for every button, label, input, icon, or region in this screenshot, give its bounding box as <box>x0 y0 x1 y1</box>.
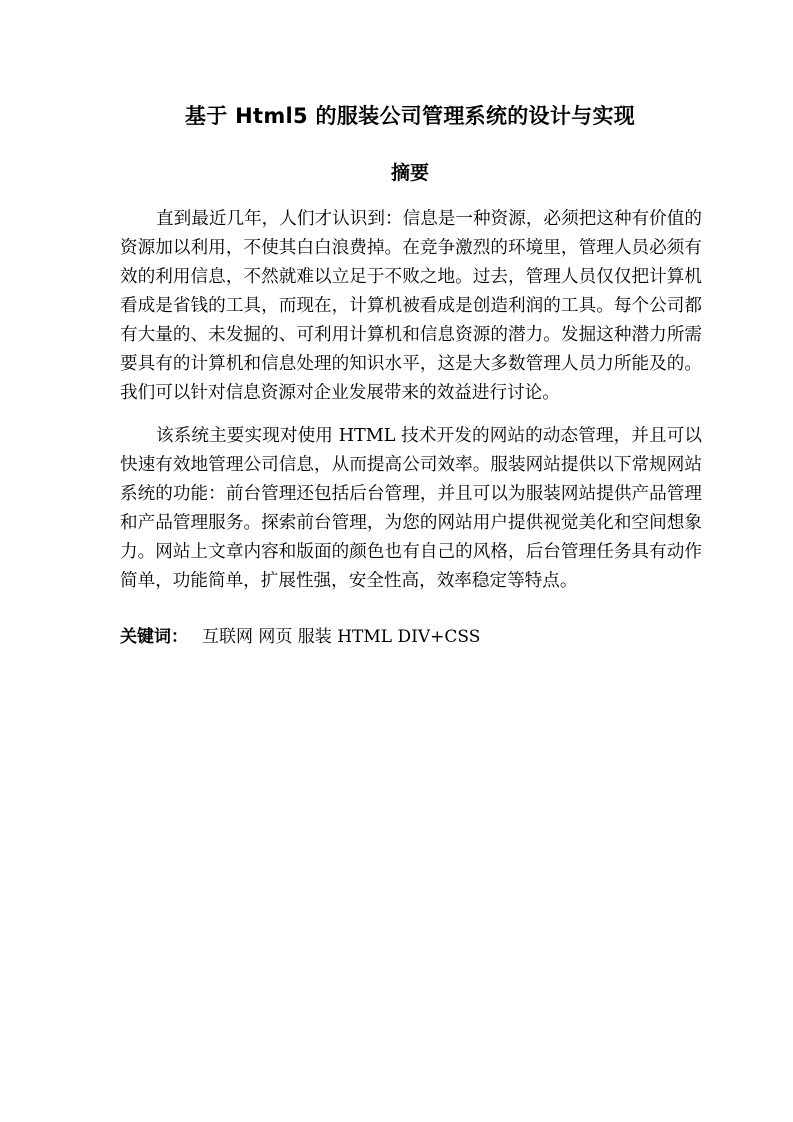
abstract-paragraph-1: 直到最近几年，人们才认识到：信息是一种资源，必须把这种有价值的资源加以利用，不使其白白浪费掉。在竞争激烈的环境里，管理人员必须有效的利用信息，不然就难以立足于不败之地。过去，管理人员仅仅把计算机看成是省钱的工具，而现在，计算机被看成是创造利润的工具。每个公司都有大量的、未发掘的、可利用计算机和信息资源的潜力。发掘这种潜力所需要具有的计算机和信息处理的知识水平，这是大多数管理人员力所能及的。我们可以针对信息资源对企业发展带来的效益进行讨论。 <box>120 209 702 403</box>
abstract-paragraph-2: 该系统主要实现对使用 HTML 技术开发的网站的动态管理，并且可以快速有效地管理公司信息，从而提高公司效率。服装网站提供以下常规网站系统的功能：前台管理还包括后台管理，并且可以为服装网站提供产品管理和产品管理服务。探索前台管理，为您的网站用户提供视觉美化和空间想象力。网站上文章内容和版面的颜色也有自己的风格，后台管理任务具有动作简单，功能简单，扩展性强，安全性高，效率稳定等特点。 <box>120 426 702 591</box>
keywords-label: 关键词： <box>120 627 188 647</box>
keywords-value: 互联网 网页 服装 HTML DIV+CSS <box>202 627 481 647</box>
abstract-heading: 摘要 <box>390 162 429 184</box>
keywords-line <box>120 622 702 652</box>
document-title: 基于 Html5 的服装公司管理系统的设计与实现 <box>184 104 636 128</box>
